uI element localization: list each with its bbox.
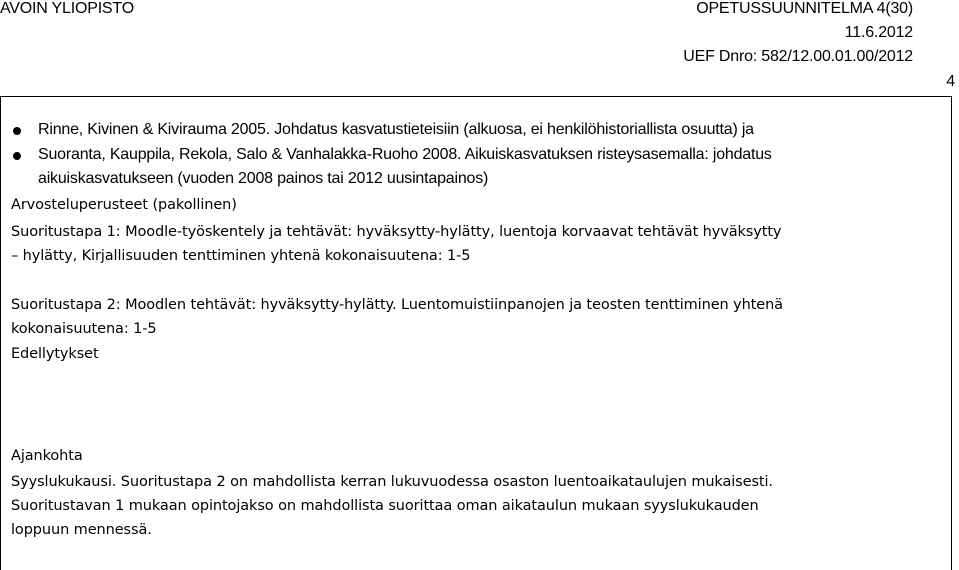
organization-name: AVOIN YLIOPISTO <box>0 0 134 17</box>
timing-line2: Suoritustavan 1 mukaan opintojakso on mahdollista suorittaa oman aikataulun mukaan syyslukukauden <box>11 498 759 514</box>
bullet-icon <box>13 127 21 135</box>
reference-item: Rinne, Kivinen & Kivirauma 2005. Johdatus kasvatustieteisiin (alkuosa, ei henkilöhistoriallista osuutta) ja <box>38 121 754 138</box>
reference-item-continuation: aikuiskasvatukseen (vuoden 2008 painos tai 2012 uusintapainos) <box>38 170 489 187</box>
assessment-way2-line2: kokonaisuutena: 1-5 <box>11 321 157 337</box>
page-number: 4 <box>946 73 955 90</box>
reference-item: Suoranta, Kauppila, Rekola, Salo & Vanhalakka-Ruoho 2008. Aikuiskasvatuksen risteysasemalla: johdatus <box>38 146 772 163</box>
prerequisites-heading: Edellytykset <box>11 346 99 362</box>
timing-heading: Ajankohta <box>11 448 83 464</box>
document-number: UEF Dnro: 582/12.00.01.00/2012 <box>683 48 913 65</box>
assessment-way1-line1: Suoritustapa 1: Moodle-työskentely ja tehtävät: hyväksytty-hylätty, luentoja korvaavat tehtävät hyväksytty <box>11 224 782 240</box>
document-type: OPETUSSUUNNITELMA 4(30) <box>696 0 913 17</box>
assessment-way1-line2: – hylätty, Kirjallisuuden tenttiminen yhtenä kokonaisuutena: 1-5 <box>11 248 471 264</box>
timing-line1: Syyslukukausi. Suoritustapa 2 on mahdollista kerran lukuvuodessa osaston luentoaikataulujen mukaisesti. <box>11 474 773 490</box>
timing-line3: loppuun mennessä. <box>11 522 152 538</box>
bullet-icon <box>13 152 21 160</box>
document-date: 11.6.2012 <box>844 24 913 41</box>
assessment-way2-line1: Suoritustapa 2: Moodlen tehtävät: hyväksytty-hylätty. Luentomuistiinpanojen ja teosten tenttiminen yhtenä <box>11 297 783 313</box>
assessment-heading: Arvosteluperusteet (pakollinen) <box>11 197 237 213</box>
